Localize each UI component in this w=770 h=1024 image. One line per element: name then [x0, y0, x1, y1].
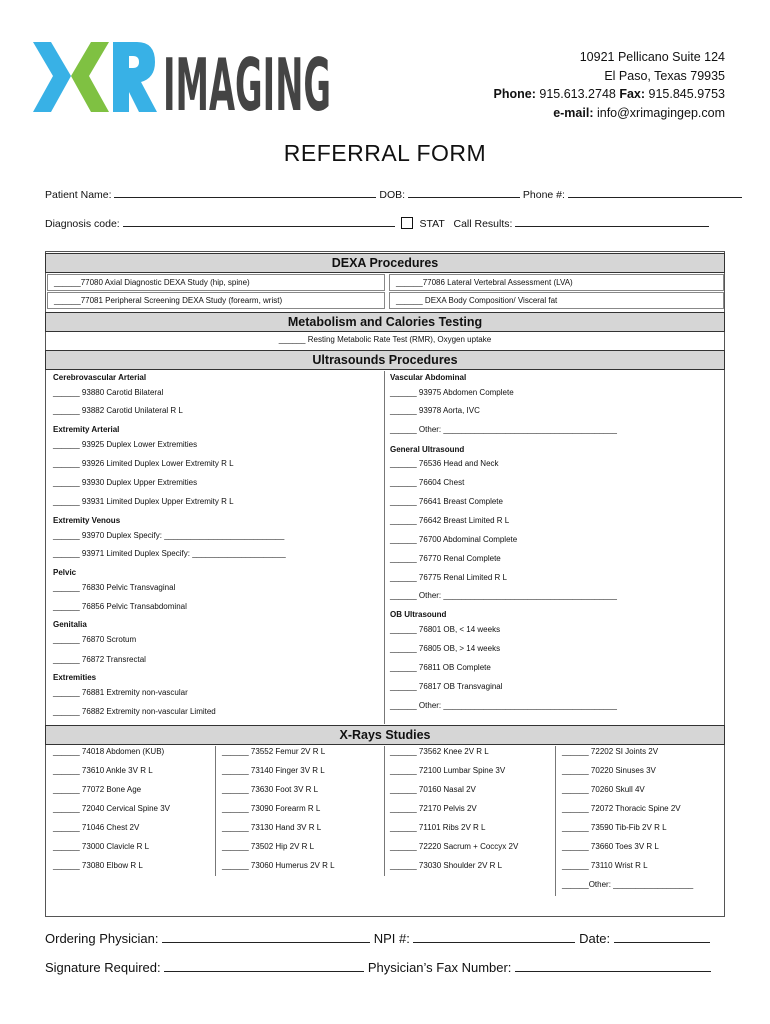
us-section-label: Extremity Venous	[53, 516, 121, 525]
us-section-label: Genitalia	[53, 620, 87, 629]
email-line: e-mail: info@xrimagingep.com	[553, 105, 725, 120]
xray-procedure[interactable]: ______ 70160 Nasal 2V	[390, 785, 476, 794]
us-procedure[interactable]: ______ 76604 Chest	[390, 478, 465, 487]
diagnosis-row	[45, 217, 725, 230]
us-procedure[interactable]: ______ 93978 Aorta, IVC	[390, 406, 480, 415]
us-procedure[interactable]: ______ Other: _______________________________________	[390, 425, 617, 434]
address-line1: 10921 Pellicano Suite 124	[579, 50, 725, 64]
us-section-label: General Ultrasound	[390, 445, 465, 454]
xray-procedure[interactable]: ______ 73060 Humerus 2V R L	[222, 861, 335, 870]
xray-divider-3	[555, 746, 556, 896]
address-line2: El Paso, Texas 79935	[604, 68, 725, 83]
us-procedure[interactable]: ______ 76770 Renal Complete	[390, 554, 501, 563]
xray-procedure[interactable]: ______ 73090 Forearm R L	[222, 804, 321, 813]
us-procedure[interactable]: ______ 76881 Extremity non-vascular	[53, 688, 188, 697]
diagnosis-field[interactable]	[123, 217, 395, 227]
patient-row	[45, 188, 725, 201]
phone-fax-line: Phone: 915.613.2748 Fax: 915.845.9753	[493, 87, 725, 101]
dexa-77081[interactable]: ______77081 Peripheral Screening DEXA Study (forearm, wrist)	[47, 292, 385, 309]
us-procedure[interactable]: ______ 76536 Head and Neck	[390, 459, 499, 468]
dob-field[interactable]	[408, 188, 520, 198]
us-section-label: Cerebrovascular Arterial	[53, 373, 147, 382]
xray-procedure[interactable]: ______ 72100 Lumbar Spine 3V	[390, 766, 506, 775]
dexa-77086[interactable]: ______77086 Lateral Vertebral Assessment (LVA)	[389, 274, 724, 291]
dexa-body-composition[interactable]: ______ DEXA Body Composition/ Visceral fat	[389, 292, 724, 309]
xray-procedure[interactable]: ______ 72202 SI Joints 2V	[562, 747, 659, 756]
us-procedure[interactable]: ______ 76775 Renal Limited R L	[390, 573, 507, 582]
physician-field[interactable]	[162, 931, 370, 943]
rmr-test[interactable]: ______ Resting Metabolic Rate Test (RMR), Oxygen uptake	[278, 335, 492, 344]
us-procedure[interactable]: ______ 76641 Breast Complete	[390, 497, 503, 506]
form-title: REFERRAL FORM	[283, 140, 487, 166]
us-procedure[interactable]: ______ 76801 OB, < 14 weeks	[390, 625, 501, 634]
phone-label: Phone #:	[522, 189, 565, 201]
xray-procedure[interactable]: ______ 73000 Clavicle R L	[53, 842, 150, 851]
dexa-77080[interactable]: ______77080 Axial Diagnostic DEXA Study (hip, spine)	[47, 274, 385, 291]
signature-label: Signature Required:	[45, 960, 161, 975]
dexa-header: DEXA Procedures	[45, 253, 725, 273]
us-procedure[interactable]: ______ 93970 Duplex Specify: ___________________________	[53, 531, 285, 540]
xray-procedure[interactable]: ______ 72220 Sacrum + Coccyx 2V	[390, 842, 519, 851]
xray-divider-2	[384, 746, 385, 876]
xray-procedure[interactable]: ______ 73562 Knee 2V R L	[390, 747, 489, 756]
xray-procedure[interactable]: ______ 73080 Elbow R L	[53, 861, 143, 870]
us-section-label: Vascular Abdominal	[390, 373, 467, 382]
us-procedure[interactable]: ______ 76830 Pelvic Transvaginal	[53, 583, 176, 592]
us-procedure[interactable]: ______ 76805 OB, > 14 weeks	[390, 644, 501, 653]
xray-procedure[interactable]: ______ 71101 Ribs 2V R L	[390, 823, 486, 832]
physician-fax-label: Physician’s Fax Number:	[367, 960, 512, 975]
call-results-field[interactable]	[515, 217, 709, 227]
xray-procedure[interactable]: ______ 72170 Pelvis 2V	[390, 804, 477, 813]
date-label: Date:	[579, 931, 611, 946]
us-procedure[interactable]: ______ 93975 Abdomen Complete	[390, 388, 514, 397]
npi-label: NPI #:	[373, 931, 410, 946]
xray-procedure[interactable]: ______ 73130 Hand 3V R L	[222, 823, 322, 832]
xray-procedure[interactable]: ______ 73502 Hip 2V R L	[222, 842, 315, 851]
us-procedure[interactable]: ______ 93971 Limited Duplex Specify: _____________________	[53, 549, 286, 558]
physician-label: Ordering Physician:	[45, 931, 159, 946]
xray-procedure[interactable]: ______ 72040 Cervical Spine 3V	[53, 804, 170, 813]
npi-field[interactable]	[413, 931, 575, 943]
us-procedure[interactable]: ______ 76872 Transrectal	[53, 655, 146, 664]
contact-block	[494, 48, 725, 122]
call-results-label: Call Results:	[453, 218, 513, 230]
us-procedure[interactable]: ______ Other: _______________________________________	[390, 701, 617, 710]
physician-row	[45, 931, 725, 946]
xray-divider-1	[215, 746, 216, 876]
stat-checkbox[interactable]	[401, 217, 413, 229]
physician-fax-field[interactable]	[515, 960, 711, 972]
xray-header: X-Rays Studies	[45, 725, 725, 745]
xray-procedure[interactable]: ______ 73630 Foot 3V R L	[222, 785, 319, 794]
us-procedure[interactable]: ______ 93926 Limited Duplex Lower Extremity R L	[53, 459, 234, 468]
us-procedure[interactable]: ______ Other: _______________________________________	[390, 591, 617, 600]
xray-procedure[interactable]: ______ 73030 Shoulder 2V R L	[390, 861, 503, 870]
phone-field[interactable]	[568, 188, 742, 198]
patient-name-field[interactable]	[114, 188, 376, 198]
xray-procedure[interactable]: ______ 74018 Abdomen (KUB)	[53, 747, 165, 756]
dob-label: DOB:	[379, 189, 406, 201]
xray-procedure[interactable]: ______ 73552 Femur 2V R L	[222, 747, 326, 756]
stat-label: STAT	[419, 218, 445, 230]
xray-procedure[interactable]: ______ 77072 Bone Age	[53, 785, 142, 794]
xray-procedure[interactable]: ______ 70220 Sinuses 3V	[562, 766, 656, 775]
xray-procedure[interactable]: ______ 70260 Skull 4V	[562, 785, 645, 794]
ultrasound-header: Ultrasounds Procedures	[45, 350, 725, 370]
us-section-label: OB Ultrasound	[390, 610, 447, 619]
us-section-label: Extremities	[53, 673, 97, 682]
us-section-label: Extremity Arterial	[53, 425, 120, 434]
ultrasound-divider	[384, 371, 385, 724]
us-procedure[interactable]: ______ 93880 Carotid Bilateral	[53, 388, 164, 397]
patient-name-label: Patient Name:	[45, 189, 112, 201]
us-procedure[interactable]: ______ 76642 Breast Limited R L	[390, 516, 510, 525]
xray-procedure[interactable]: ______ 72072 Thoracic Spine 2V	[562, 804, 681, 813]
xray-procedure[interactable]: ______ 73110 Wrist R L	[562, 861, 648, 870]
date-field[interactable]	[614, 931, 710, 943]
xray-procedure[interactable]: ______ 73140 Finger 3V R L	[222, 766, 325, 775]
us-procedure[interactable]: ______ 93882 Carotid Unilateral R L	[53, 406, 183, 415]
us-procedure[interactable]: ______ 93930 Duplex Upper Extremities	[53, 478, 198, 487]
us-procedure[interactable]: ______ 76856 Pelvic Transabdominal	[53, 602, 187, 611]
metabolism-header: Metabolism and Calories Testing	[45, 312, 725, 332]
xr-imaging-logo	[33, 40, 333, 114]
us-procedure[interactable]: ______ 76811 OB Complete	[390, 663, 491, 672]
us-procedure[interactable]: ______ 93925 Duplex Lower Extremities	[53, 440, 198, 449]
us-procedure[interactable]: ______ 93931 Limited Duplex Upper Extremity R L	[53, 497, 234, 506]
signature-field[interactable]	[164, 960, 364, 972]
signature-row	[45, 960, 725, 975]
xray-procedure[interactable]: ______ 73660 Toes 3V R L	[562, 842, 659, 851]
us-procedure[interactable]: ______ 76870 Scrotum	[53, 635, 137, 644]
us-section-label: Pelvic	[53, 568, 77, 577]
svg-text:IMAGING: IMAGING	[163, 43, 331, 114]
xray-procedure[interactable]: ______ 73610 Ankle 3V R L	[53, 766, 153, 775]
us-procedure[interactable]: ______ 76817 OB Transvaginal	[390, 682, 503, 691]
xray-procedure[interactable]: ______Other: __________________	[562, 880, 694, 889]
us-procedure[interactable]: ______ 76882 Extremity non-vascular Limited	[53, 707, 216, 716]
xray-procedure[interactable]: ______ 71046 Chest 2V	[53, 823, 140, 832]
diagnosis-label: Diagnosis code:	[45, 218, 120, 230]
us-procedure[interactable]: ______ 76700 Abdominal Complete	[390, 535, 518, 544]
xray-procedure[interactable]: ______ 73590 Tib-Fib 2V R L	[562, 823, 667, 832]
